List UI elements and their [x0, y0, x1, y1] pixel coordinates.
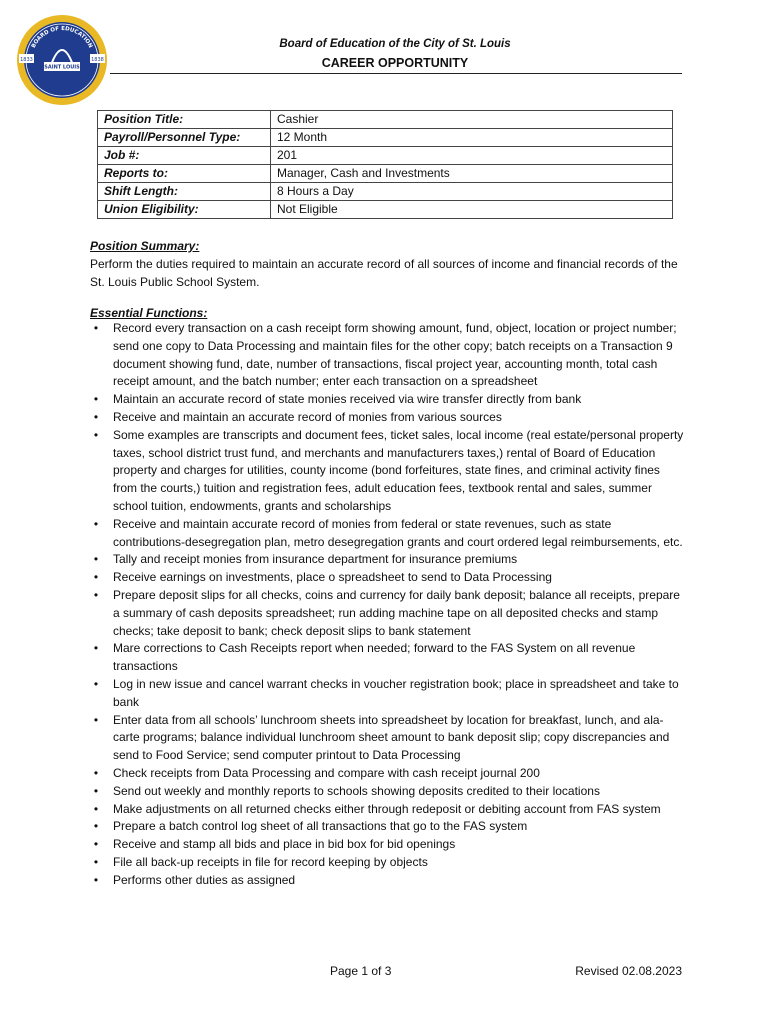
list-item — [90, 640, 686, 676]
table-row — [98, 147, 673, 165]
bullet-icon: • — [93, 641, 99, 656]
table-value: 12 Month — [271, 129, 673, 147]
position-summary-heading: Position Summary: — [90, 239, 200, 253]
list-item — [90, 801, 686, 819]
bullet-icon: • — [93, 854, 99, 869]
table-value: Cashier — [271, 111, 673, 129]
bullet-icon: • — [93, 765, 99, 780]
bullet-icon: • — [93, 819, 99, 834]
table-value: 8 Hours a Day — [271, 183, 673, 201]
table-label: Shift Length: — [98, 183, 271, 201]
table-value: 201 — [271, 147, 673, 165]
list-item-text: Maintain an accurate record of state monies received via wire transfer directly from bank — [113, 392, 582, 407]
list-item-text: Prepare deposit slips for all checks, coins and currency for daily bank deposit; balance all receipts, prepare a summary of cash deposits spreadsheet; run adding machine tape on all deposited checks and stamp checks; take deposit to bank; check deposit slips to bank statement — [113, 587, 680, 638]
essential-functions-section — [90, 306, 686, 890]
table-label: Position Title: — [98, 111, 271, 129]
essential-functions-list — [90, 320, 686, 890]
table-label: Reports to: — [98, 165, 271, 183]
list-item-text: Record every transaction on a cash receipt form showing amount, fund, object, location or project number; send one copy to Data Processing and maintain files for the other copy; batch receipts on a Transaction 9 document showing fund, date, number of transactions, fiscal project year, accounting month, total cash receipt amount, and the batch number; enter each transaction on a spreadsheet — [113, 321, 677, 389]
table-row — [98, 111, 673, 129]
position-summary-section — [90, 237, 682, 291]
list-item — [90, 765, 686, 783]
list-item-text: Receive earnings on investments, place o spreadsheet to send to Data Processing — [113, 570, 552, 585]
district-seal-logo — [16, 14, 108, 106]
list-item — [90, 783, 686, 801]
svg-text:BOARD OF EDUCATION: BOARD OF EDUCATION — [30, 25, 94, 50]
essential-functions-heading: Essential Functions: — [90, 306, 208, 320]
list-item-text: Check receipts from Data Processing and compare with cash receipt journal 200 — [113, 765, 540, 780]
position-info-table — [97, 110, 673, 219]
table-label: Job #: — [98, 147, 271, 165]
list-item-text: Receive and maintain accurate record of monies from federal or state revenues, such as state contributions-desegregation plan, metro desegregation grants and court ordered legal reimbursements, etc. — [113, 516, 683, 549]
list-item-text: Prepare a batch control log sheet of all transactions that go to the FAS system — [113, 819, 528, 834]
table-row — [98, 165, 673, 183]
table-row — [98, 183, 673, 201]
table-value: Not Eligible — [271, 201, 673, 219]
list-item-text: Receive and stamp all bids and place in bid box for bid openings — [113, 837, 456, 852]
list-item — [90, 676, 686, 712]
page-number: Page 1 of 3 — [330, 964, 392, 978]
bullet-icon: • — [93, 570, 99, 585]
list-item-text: Enter data from all schools’ lunchroom sheets into spreadsheet by location for breakfast, lunch, and ala-carte programs; balance individual lunchroom sheet amount to bank deposit slip; copy discrepancies and send to Food Service; send computer printout to Data Processing — [113, 712, 670, 763]
bullet-icon: • — [93, 427, 99, 442]
list-item — [90, 391, 686, 409]
svg-text:SAINT LOUIS: SAINT LOUIS — [44, 64, 80, 71]
svg-text:1838: 1838 — [91, 57, 104, 63]
bullet-icon: • — [93, 552, 99, 567]
revision-date: Revised 02.08.2023 — [575, 964, 682, 978]
list-item-text: Performs other duties as assigned — [113, 872, 296, 887]
list-item-text: Tally and receipt monies from insurance department for insurance premiums — [113, 552, 518, 567]
list-item — [90, 409, 686, 427]
bullet-icon: • — [93, 587, 99, 602]
bullet-icon: • — [93, 676, 99, 691]
table-value: Manager, Cash and Investments — [271, 165, 673, 183]
list-item — [90, 818, 686, 836]
bullet-icon: • — [93, 712, 99, 727]
bullet-icon: • — [93, 321, 99, 335]
list-item — [90, 551, 686, 569]
list-item-text: File all back-up receipts in file for record keeping by objects — [113, 854, 428, 869]
bullet-icon: • — [93, 392, 99, 407]
bullet-icon: • — [93, 872, 99, 887]
list-item-text: Receive and maintain an accurate record of monies from various sources — [113, 409, 502, 424]
bullet-icon: • — [93, 409, 99, 424]
list-item-text: Mare corrections to Cash Receipts report when needed; forward to the FAS System on all revenue transactions — [113, 641, 636, 674]
organization-name: Board of Education of the City of St. Louis — [279, 38, 511, 50]
list-item — [90, 712, 686, 765]
table-row — [98, 129, 673, 147]
list-item-text: Some examples are transcripts and document fees, ticket sales, local income (real estate/personal property taxes, school district trust fund, and merchants and manufacturers taxes,) rental of Board of Education property and charges for utilities, county income (bond forfeitures, state fines, and criminal activity fines from the courts,) tuition and registration fees, adult education fees, textbook rental and sales, summer school tuition, endowments, grants and scholarships — [113, 427, 684, 513]
list-item-text: Send out weekly and monthly reports to schools showing deposits credited to their locations — [113, 783, 600, 798]
bullet-icon: • — [93, 801, 99, 816]
list-item — [90, 427, 686, 516]
list-item-text: Log in new issue and cancel warrant checks in voucher registration book; place in spreadsheet and take to bank — [113, 676, 679, 709]
bullet-icon: • — [93, 516, 99, 531]
list-item — [90, 872, 686, 890]
list-item-text: Make adjustments on all returned checks either through redeposit or debiting account from FAS system — [113, 801, 661, 816]
list-item — [90, 587, 686, 640]
document-title: CAREER OPPORTUNITY — [321, 56, 469, 70]
bullet-icon: • — [93, 837, 99, 852]
table-label: Payroll/Personnel Type: — [98, 129, 271, 147]
header-divider — [110, 73, 682, 74]
svg-text:1833: 1833 — [20, 57, 33, 63]
list-item — [90, 569, 686, 587]
list-item — [90, 854, 686, 872]
list-item — [90, 836, 686, 854]
list-item — [90, 320, 686, 391]
table-label: Union Eligibility: — [98, 201, 271, 219]
bullet-icon: • — [93, 783, 99, 798]
position-summary-text: Perform the duties required to maintain an accurate record of all sources of income and financial records of the St. Louis Public School System. — [90, 257, 678, 289]
table-row — [98, 201, 673, 219]
list-item — [90, 516, 686, 552]
